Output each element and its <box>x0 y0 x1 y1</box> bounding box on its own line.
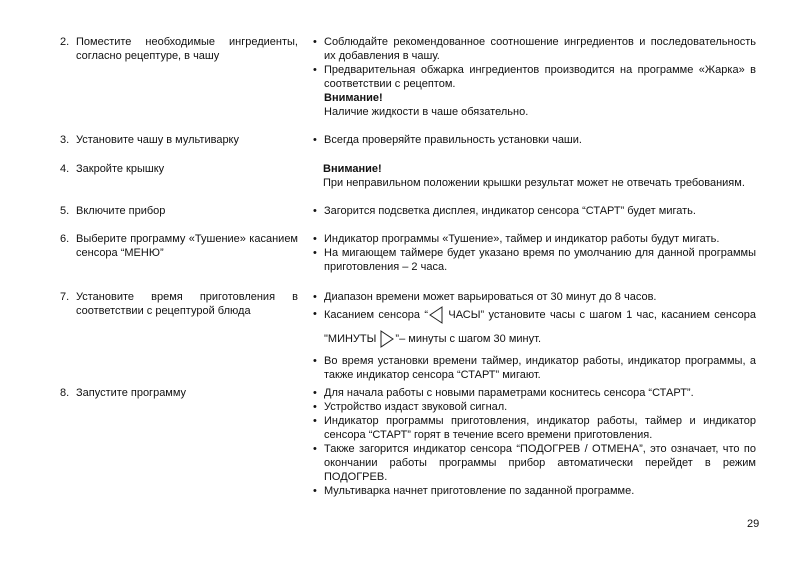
touch-note-part2: ЧАСЫ” установите часы с шагом 1 час, касанием сенсора "МИНУТЫ <box>324 309 756 345</box>
warning-title: Внимание! <box>323 163 382 175</box>
step-notes <box>313 35 756 119</box>
triangle-left-icon <box>429 306 443 330</box>
step-number: 6. <box>60 233 70 245</box>
step-number: 7. <box>60 291 70 303</box>
step-text: Установите чашу в мультиварку <box>76 134 239 146</box>
warning-text: При неправильном положении крышки результат может не отвечать требованиям. <box>323 177 745 189</box>
step-number: 4. <box>60 163 70 175</box>
touch-note-item <box>313 306 756 354</box>
warning-text: Наличие жидкости в чаше обязательно. <box>324 106 529 118</box>
note-item: • Во время установки времени таймер, индикатор работы, индикатор программы, а также индикатор сенсора “СТАРТ” мигают. <box>313 354 756 382</box>
step-text: Запустите программу <box>76 387 187 399</box>
step-notes <box>313 204 756 218</box>
step-instruction <box>60 232 298 260</box>
step-notes <box>313 386 756 498</box>
step-notes <box>313 162 756 190</box>
step-notes <box>313 232 756 274</box>
note-item: • Всегда проверяйте правильность установки чаши. <box>313 133 756 147</box>
note-item: • Мультиварка начнет приготовление по заданной программе. <box>313 484 756 498</box>
step-instruction <box>60 35 298 63</box>
step-instruction <box>60 162 298 176</box>
page-number: 29 <box>747 518 760 530</box>
step-instruction <box>60 204 298 218</box>
note-item: • Предварительная обжарка ингредиентов производится на программе «Жарка» в соответствии с рецептом. <box>313 63 756 91</box>
note-item: • Соблюдайте рекомендованное соотношение ингредиентов и последовательность их добавления в чашу. <box>313 35 756 63</box>
step-number: 5. <box>60 205 70 217</box>
step-text: Выберите программу «Тушение» касанием сенсора “МЕНЮ” <box>76 233 298 259</box>
step-notes <box>313 133 756 147</box>
touch-note-part3: ”– минуты с шагом 30 минут. <box>395 333 541 345</box>
note-item: • Диапазон времени может варьироваться от 30 минут до 8 часов. <box>313 290 756 304</box>
step-notes <box>313 290 756 382</box>
note-item: • Для начала работы с новыми параметрами коснитесь сенсора “СТАРТ”. <box>313 386 756 400</box>
note-item: • Также загорится индикатор сенсора “ПОДОГРЕВ / ОТМЕНА”, это означает, что по окончании работы программы прибор автоматически перейдет в режим ПОДОГРЕВ. <box>313 442 756 484</box>
step-instruction <box>60 133 298 147</box>
step-number: 8. <box>60 387 70 399</box>
warning-title: Внимание! <box>324 92 383 104</box>
note-item: • Устройство издаст звуковой сигнал. <box>313 400 756 414</box>
triangle-right-icon <box>380 330 394 354</box>
step-instruction <box>60 290 298 318</box>
note-item: • Индикатор программы приготовления, индикатор работы, таймер и индикатор сенсора “СТАРТ” горят в течение всего времени приготовления. <box>313 414 756 442</box>
note-item: • На мигающем таймере будет указано время по умолчанию для данной программы приготовления – 2 часа. <box>313 246 756 274</box>
step-text: Установите время приготовления в соответствии с рецептурой блюда <box>76 291 298 317</box>
step-number: 3. <box>60 134 70 146</box>
step-text: Поместите необходимые ингредиенты, согласно рецептуре, в чашу <box>76 36 298 62</box>
note-item: • Загорится подсветка дисплея, индикатор сенсора “СТАРТ” будет мигать. <box>313 204 756 218</box>
step-text: Закройте крышку <box>76 163 165 175</box>
step-number: 2. <box>60 36 70 48</box>
note-item: • Индикатор программы «Тушение», таймер и индикатор работы будут мигать. <box>313 232 756 246</box>
step-text: Включите прибор <box>76 205 166 217</box>
touch-note-part1: Касанием сенсора “ <box>324 309 429 321</box>
step-instruction <box>60 386 298 400</box>
